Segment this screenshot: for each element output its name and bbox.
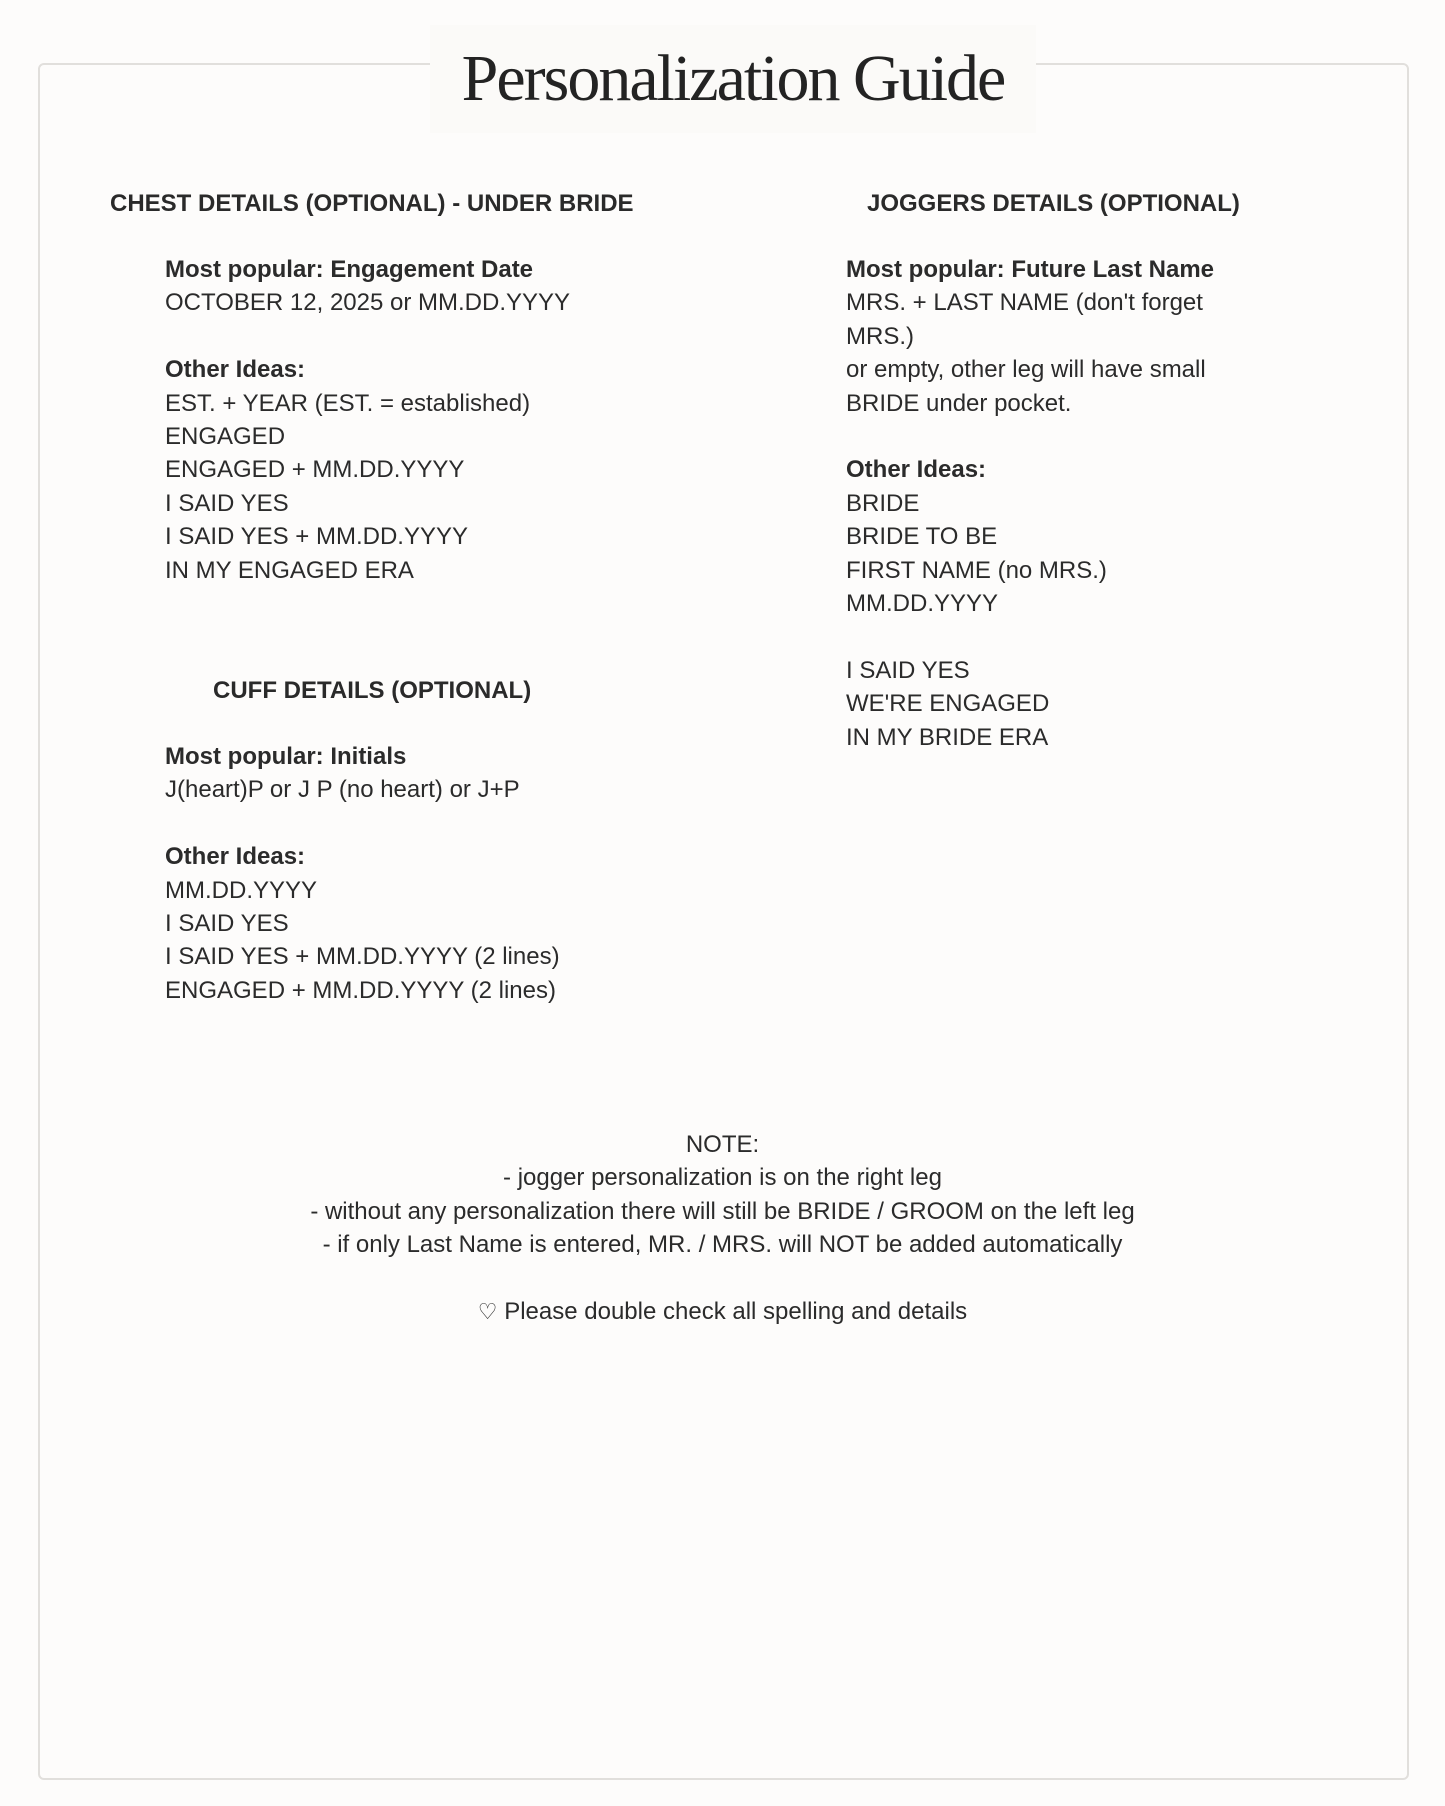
chest-idea: ENGAGED [165,423,286,451]
note-title: NOTE: [685,1131,760,1158]
joggers-heading: JOGGERS DETAILS (OPTIONAL) [867,190,1240,217]
cuff-heading: CUFF DETAILS (OPTIONAL) [213,677,532,704]
note-final [0,1295,1445,1329]
cuff-popular-value: J(heart)P or J P (no heart) or J+P [165,776,520,804]
joggers-idea: IN MY BRIDE ERA [846,723,1049,751]
chest-details [165,253,570,587]
note-section [0,1128,1445,1329]
joggers-popular-line: BRIDE under pocket. [846,389,1072,417]
cuff-idea: I SAID YES [165,910,289,938]
chest-idea: I SAID YES + MM.DD.YYYY [165,523,468,551]
joggers-idea: I SAID YES [846,656,970,684]
chest-idea: IN MY ENGAGED ERA [165,556,414,584]
chest-popular-value: OCTOBER 12, 2025 or MM.DD.YYYY [165,289,571,317]
cuff-details [165,740,560,1007]
cuff-idea: MM.DD.YYYY [165,876,318,904]
joggers-idea: BRIDE TO BE [846,523,998,551]
note-line: - jogger personalization is on the right leg [503,1164,942,1192]
chest-idea: I SAID YES [165,489,289,517]
cuff-popular-label: Most popular: Initials [165,743,407,770]
joggers-other-label: Other Ideas: [846,456,987,484]
chest-idea: ENGAGED + MM.DD.YYYY [165,456,465,484]
chest-idea: EST. + YEAR (EST. = established) [165,389,531,417]
heart-icon: ♡ [477,1300,498,1326]
joggers-idea: BRIDE [846,489,920,517]
joggers-popular-label: Most popular: Future Last Name [846,256,1215,283]
joggers-idea: MM.DD.YYYY [846,590,999,618]
cuff-idea: ENGAGED + MM.DD.YYYY (2 lines) [165,976,556,1004]
joggers-popular-line: or empty, other leg will have small [846,356,1206,384]
joggers-popular-line: MRS.) [846,322,914,350]
note-line: - without any personalization there will still be BRIDE / GROOM on the left leg [310,1197,1135,1225]
joggers-idea: FIRST NAME (no MRS.) [846,556,1107,584]
title-banner [430,25,1036,133]
note-final-text: Please double check all spelling and details [504,1298,968,1326]
chest-popular-label: Most popular: Engagement Date [165,256,534,283]
joggers-idea: WE'RE ENGAGED [846,690,1050,718]
joggers-popular-line: MRS. + LAST NAME (don't forget [846,289,1203,317]
cuff-idea: I SAID YES + MM.DD.YYYY (2 lines) [165,943,560,971]
joggers-details [846,253,1214,754]
page-title: Personalization Guide [461,42,1005,115]
note-line: - if only Last Name is entered, MR. / MRS. will NOT be added automatically [322,1231,1123,1259]
chest-other-label: Other Ideas: [165,356,306,384]
chest-heading: CHEST DETAILS (OPTIONAL) - UNDER BRIDE [110,190,634,217]
cuff-other-label: Other Ideas: [165,843,306,871]
